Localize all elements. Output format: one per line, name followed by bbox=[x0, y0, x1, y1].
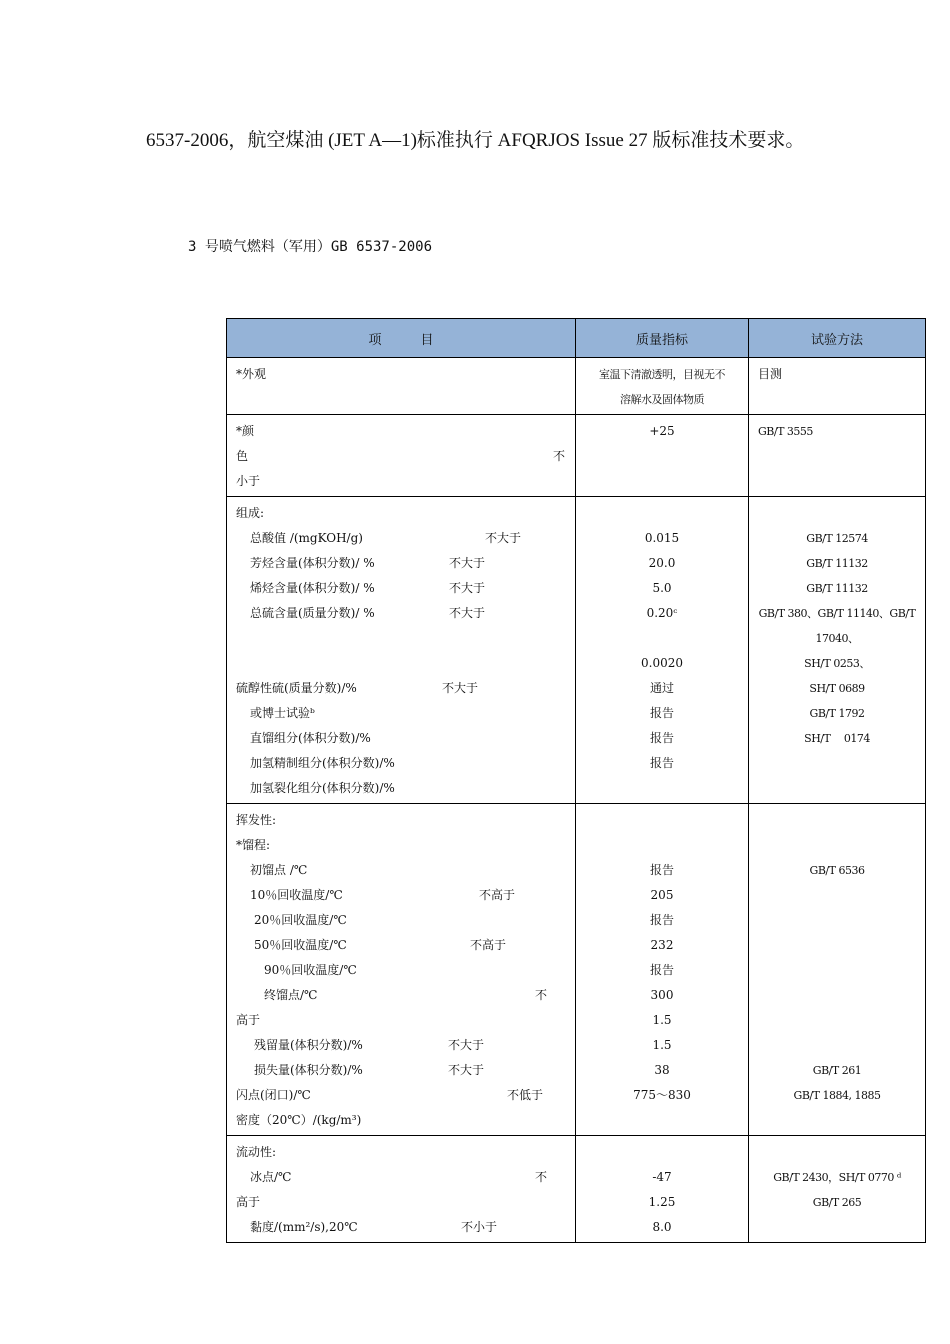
volatility-limit-qualifier: 不低于 bbox=[507, 1088, 544, 1102]
volatility-method-value bbox=[749, 908, 925, 933]
volatility-item-line: 挥发性: bbox=[236, 813, 277, 827]
volatility-method-value bbox=[749, 933, 925, 958]
composition-item-line: 芳烃含量(体积分数)/ % 不大于 bbox=[227, 551, 575, 576]
volatility-quality-value bbox=[576, 808, 748, 833]
composition-item-line: 加氢精制组分(体积分数)/% bbox=[250, 756, 395, 770]
fluidity-quality bbox=[576, 1136, 749, 1242]
composition-method-value: GB/T 380、GB/T 11140、GB/T bbox=[758, 607, 916, 620]
fluidity-quality-value: 1.25 bbox=[648, 1195, 676, 1209]
appearance-quality: 室温下清澈透明，目视无不 溶解水及固体物质 bbox=[576, 358, 749, 414]
fluidity-item-line: 高于 bbox=[236, 1195, 261, 1209]
volatility-item-line: 闪点(闭口)/℃ 不低于 bbox=[227, 1083, 575, 1108]
composition-method-value bbox=[749, 776, 925, 801]
volatility-item-line: 20％回收温度/℃ bbox=[254, 913, 347, 927]
volatility-item-line: 高于 bbox=[236, 1013, 261, 1027]
color-method: GB/T 3555 bbox=[758, 425, 813, 438]
volatility-quality bbox=[576, 804, 749, 1135]
volatility-item-line: 10％回收温度/℃ 不高于 bbox=[227, 883, 575, 908]
composition-quality-value: 报告 bbox=[649, 756, 674, 770]
volatility-item-line: 终馏点/℃ 不 bbox=[227, 983, 575, 1008]
volatility-method-value: GB/T 6536 bbox=[809, 864, 865, 877]
composition-quality-value: 0.20ᶜ bbox=[646, 606, 678, 620]
volatility-limit-qualifier: 不高于 bbox=[470, 938, 507, 952]
volatility-quality-value: 38 bbox=[654, 1063, 670, 1077]
volatility-item-line: 残留量(体积分数)/% 不大于 bbox=[227, 1033, 575, 1058]
composition-item-line: 硫醇性硫(质量分数)/% 不大于 bbox=[227, 676, 575, 701]
composition-limit-qualifier: 不大于 bbox=[449, 606, 486, 620]
composition-quality-value: 报告 bbox=[649, 706, 674, 720]
composition-limit-qualifier: 不大于 bbox=[449, 556, 486, 570]
composition-items bbox=[227, 497, 576, 803]
volatility-method-value bbox=[749, 1033, 925, 1058]
volatility-method-value bbox=[749, 958, 925, 983]
intro-text: 6537-2006，航空煤油 (JET A—1)标准执行 AFQRJOS Issue 27 版标准技术要求。 bbox=[146, 130, 805, 151]
fluidity-method bbox=[749, 1136, 925, 1242]
row-composition bbox=[227, 496, 925, 803]
composition-item-line: 总酸值 /(mgKOH/g) 不大于 bbox=[227, 526, 575, 551]
volatility-quality-value bbox=[576, 833, 748, 858]
composition-item-line bbox=[227, 626, 575, 651]
header-item: 项 目 bbox=[227, 319, 576, 357]
composition-quality-value: 报告 bbox=[649, 731, 674, 745]
composition-method-value: SH/T 0689 bbox=[809, 682, 865, 695]
fluidity-method-value: GB/T 265 bbox=[812, 1196, 862, 1209]
volatility-method-value bbox=[749, 983, 925, 1008]
fluidity-item-line: 流动性: bbox=[236, 1145, 277, 1159]
composition-method-value: 17040、 bbox=[815, 632, 859, 645]
composition-method-value bbox=[749, 751, 925, 776]
volatility-method-value: GB/T 261 bbox=[812, 1064, 862, 1077]
fluidity-items bbox=[227, 1136, 576, 1242]
volatility-quality-value bbox=[576, 1108, 748, 1133]
color-item: *颜 色 不 小于 bbox=[227, 415, 576, 496]
fluidity-item-line: 黏度/(mm²/s),20℃ 不小于 bbox=[227, 1215, 575, 1240]
composition-item-line bbox=[227, 651, 575, 676]
volatility-method-value bbox=[749, 833, 925, 858]
spec-table bbox=[226, 318, 926, 1243]
volatility-item-line: 初馏点 /℃ bbox=[250, 863, 308, 877]
fluidity-method-value bbox=[749, 1140, 925, 1165]
composition-item-line: 加氢裂化组分(体积分数)/% bbox=[250, 781, 395, 795]
table-caption: 3 号喷气燃料（军用）GB 6537-2006 bbox=[188, 239, 433, 255]
composition-item-line: 或博士试验ᵇ bbox=[250, 706, 315, 720]
volatility-method bbox=[749, 804, 925, 1135]
composition-limit-qualifier: 不大于 bbox=[449, 581, 486, 595]
composition-quality-value: 0.015 bbox=[644, 531, 680, 545]
volatility-item-line: 50％回收温度/℃ 不高于 bbox=[227, 933, 575, 958]
row-color bbox=[227, 414, 925, 496]
volatility-quality-value: 1.5 bbox=[652, 1038, 672, 1052]
volatility-limit-qualifier: 不大于 bbox=[448, 1038, 485, 1052]
volatility-limit-qualifier: 不 bbox=[535, 988, 548, 1002]
volatility-quality-value: 205 bbox=[650, 888, 674, 902]
volatility-quality-value: 232 bbox=[650, 938, 674, 952]
volatility-method-value bbox=[749, 1008, 925, 1033]
composition-method-value: SH/T 0253、 bbox=[804, 657, 870, 670]
composition-method-value: GB/T 11132 bbox=[806, 557, 868, 570]
fluidity-limit-qualifier: 不 bbox=[535, 1170, 548, 1184]
composition-method-value: GB/T 1792 bbox=[809, 707, 865, 720]
composition-quality-value: 5.0 bbox=[652, 581, 672, 595]
composition-quality-value bbox=[576, 626, 748, 651]
composition-item-line: 直馏组分(体积分数)/% bbox=[250, 731, 371, 745]
composition-item-line: 组成: bbox=[236, 506, 265, 520]
table-header-row bbox=[227, 319, 925, 357]
composition-item-line: 烯烃含量(体积分数)/ % 不大于 bbox=[227, 576, 575, 601]
appearance-item: *外观 bbox=[227, 358, 576, 414]
volatility-item-line: *馏程: bbox=[236, 838, 271, 852]
header-quality: 质量指标 bbox=[576, 319, 749, 357]
volatility-item-line: 损失量(体积分数)/% 不大于 bbox=[227, 1058, 575, 1083]
row-appearance bbox=[227, 357, 925, 414]
fluidity-item-line: 冰点/℃ 不 bbox=[227, 1165, 575, 1190]
volatility-items bbox=[227, 804, 576, 1135]
volatility-item-line: 密度（20℃）/(kg/m³) bbox=[236, 1113, 362, 1127]
fluidity-quality-value bbox=[576, 1140, 748, 1165]
volatility-limit-qualifier: 不高于 bbox=[479, 888, 516, 902]
volatility-quality-value: 1.5 bbox=[652, 1013, 672, 1027]
composition-method bbox=[749, 497, 925, 803]
composition-method-value: GB/T 12574 bbox=[806, 532, 868, 545]
appearance-method: 目测 bbox=[758, 367, 783, 381]
fluidity-limit-qualifier: 不小于 bbox=[461, 1220, 498, 1234]
row-fluidity bbox=[227, 1135, 925, 1242]
volatility-quality-value: 报告 bbox=[649, 963, 674, 977]
row-volatility bbox=[227, 803, 925, 1135]
volatility-quality-value: 300 bbox=[650, 988, 674, 1002]
composition-method-value: SH/T 0174 bbox=[804, 732, 870, 745]
composition-limit-qualifier: 不大于 bbox=[485, 531, 522, 545]
volatility-method-value: GB/T 1884, 1885 bbox=[793, 1089, 881, 1102]
composition-limit-qualifier: 不大于 bbox=[442, 681, 479, 695]
fluidity-method-value bbox=[749, 1215, 925, 1240]
volatility-method-value bbox=[749, 808, 925, 833]
composition-item-line: 总硫含量(质量分数)/ % 不大于 bbox=[227, 601, 575, 626]
volatility-method-value bbox=[749, 883, 925, 908]
fluidity-method-value: GB/T 2430，SH/T 0770 ᵈ bbox=[773, 1171, 901, 1184]
color-quality: +25 bbox=[576, 415, 749, 496]
volatility-method-value bbox=[749, 1108, 925, 1133]
composition-method-value: GB/T 11132 bbox=[806, 582, 868, 595]
volatility-limit-qualifier: 不大于 bbox=[448, 1063, 485, 1077]
volatility-quality-value: 报告 bbox=[649, 913, 674, 927]
composition-quality-value bbox=[576, 776, 748, 801]
composition-quality bbox=[576, 497, 749, 803]
volatility-quality-value: 报告 bbox=[649, 863, 674, 877]
composition-quality-value bbox=[576, 501, 748, 526]
fluidity-quality-value: -47 bbox=[652, 1170, 672, 1184]
composition-quality-value: 0.0020 bbox=[641, 656, 683, 670]
volatility-item-line: 90％回收温度/℃ bbox=[264, 963, 357, 977]
fluidity-quality-value: 8.0 bbox=[652, 1220, 672, 1234]
header-method: 试验方法 bbox=[810, 332, 863, 348]
composition-method-value bbox=[749, 501, 925, 526]
composition-quality-value: 20.0 bbox=[648, 556, 676, 570]
composition-quality-value: 通过 bbox=[649, 681, 674, 695]
volatility-quality-value: 775～830 bbox=[633, 1088, 691, 1102]
